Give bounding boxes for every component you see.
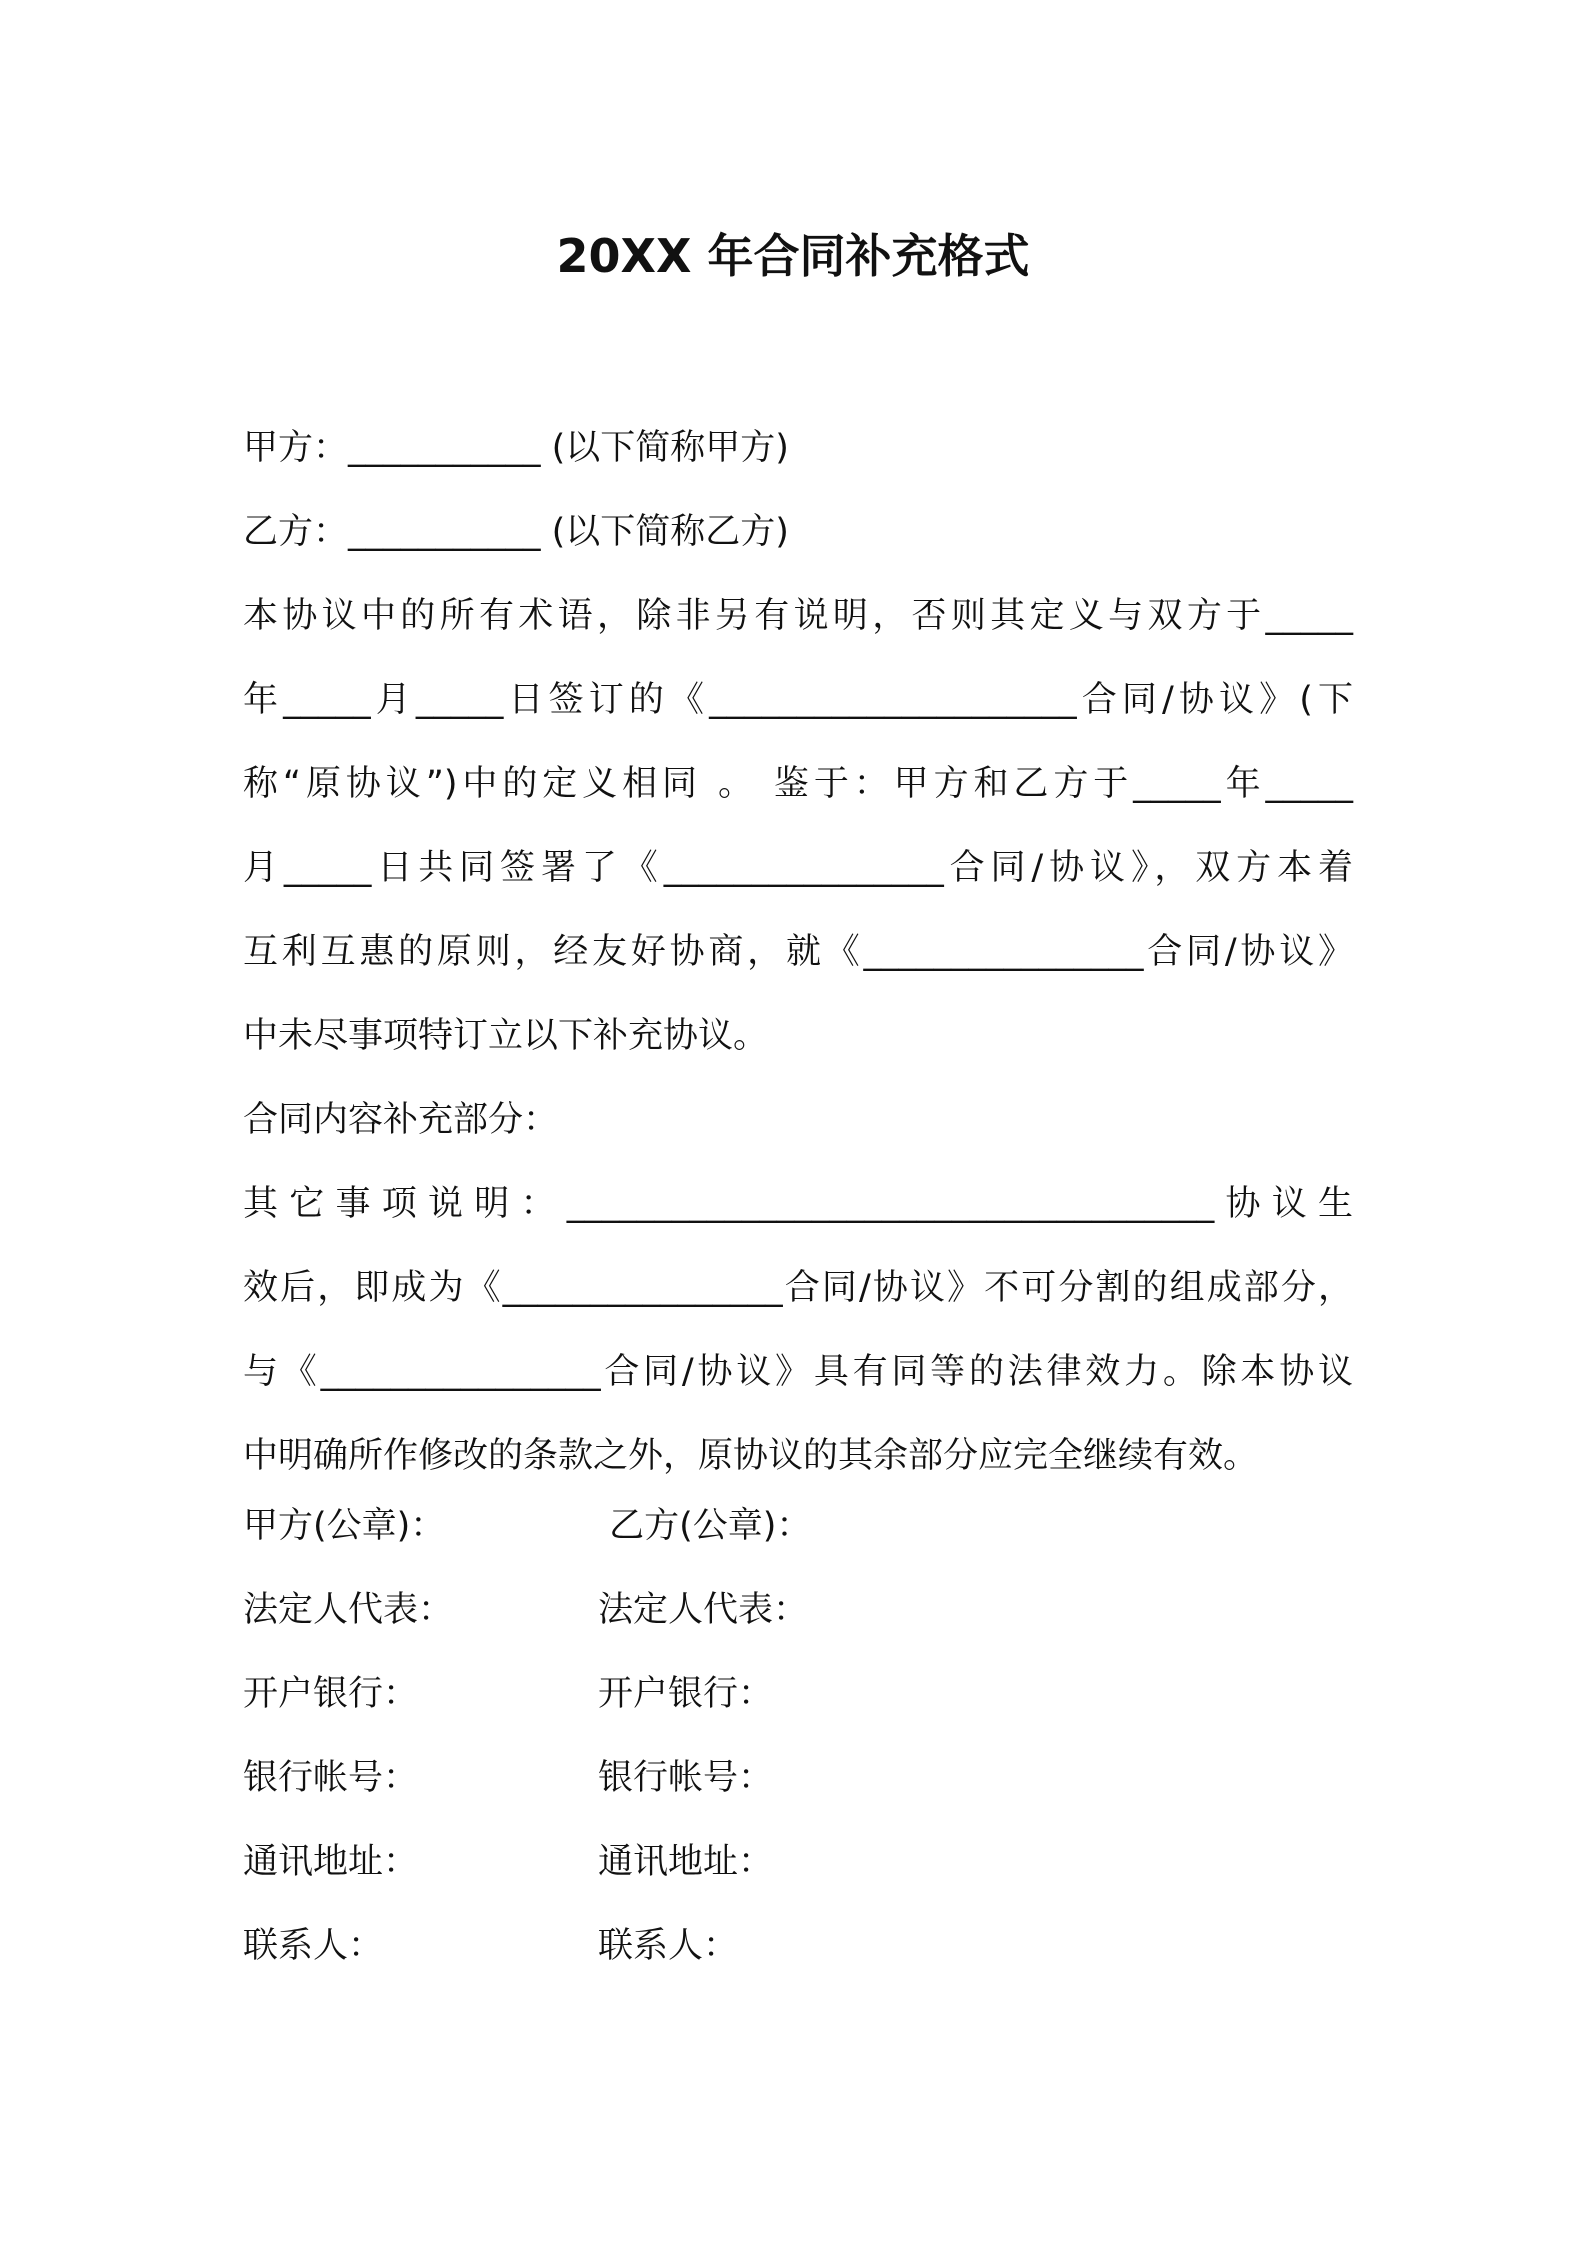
signature-block xyxy=(243,1484,1353,1988)
party-a-seal-label: 甲方(公章)： xyxy=(243,1506,446,1546)
party-a-legal-rep-label: 法定人代表： xyxy=(243,1590,454,1630)
signature-row xyxy=(243,1820,1353,1904)
paragraph-line: 称“原协议”)中的定义相同 。 鉴于：甲方和乙方于_____年_____ xyxy=(243,764,1353,804)
signature-row xyxy=(243,1484,1353,1568)
document-body xyxy=(243,406,1353,1498)
signature-row xyxy=(243,1736,1353,1820)
party-b-line: 乙方：___________ (以下简称乙方) xyxy=(243,512,789,552)
party-a-contact-label: 联系人： xyxy=(243,1926,384,1966)
other-matters-line: 与《________________合同/协议》具有同等的法律效力。除本协议 xyxy=(243,1352,1353,1392)
signature-row xyxy=(243,1652,1353,1736)
paragraph-line: 互利互惠的原则，经友好协商，就《________________合同/协议》 xyxy=(243,932,1353,972)
paragraph-line: 本协议中的所有术语，除非另有说明，否则其定义与双方于_____ xyxy=(243,596,1353,636)
party-b-bank-label: 开户银行： xyxy=(598,1674,774,1714)
other-matters-line: 效后，即成为《________________合同/协议》不可分割的组成部分， xyxy=(243,1268,1353,1308)
signature-row xyxy=(243,1904,1353,1988)
party-b-seal-label: 乙方(公章)： xyxy=(598,1506,812,1546)
party-b-legal-rep-label: 法定人代表： xyxy=(598,1590,809,1630)
party-b-contact-label: 联系人： xyxy=(598,1926,739,1966)
other-matters-line: 中明确所作修改的条款之外，原协议的其余部分应完全继续有效。 xyxy=(243,1436,1259,1476)
section-heading: 合同内容补充部分： xyxy=(243,1100,559,1140)
party-b-account-label: 银行帐号： xyxy=(598,1758,774,1798)
other-matters-line: 其它事项说明：_____________________________________协议生 xyxy=(243,1184,1353,1224)
party-a-address-label: 通讯地址： xyxy=(243,1842,419,1882)
party-a-line: 甲方：___________ (以下简称甲方) xyxy=(243,428,789,468)
document-title: 20XX 年合同补充格式 xyxy=(556,229,1030,283)
paragraph-line: 中未尽事项特订立以下补充协议。 xyxy=(243,1016,769,1056)
party-b-address-label: 通讯地址： xyxy=(598,1842,774,1882)
party-a-bank-label: 开户银行： xyxy=(243,1674,419,1714)
party-a-account-label: 银行帐号： xyxy=(243,1758,419,1798)
paragraph-line: 年_____月_____日签订的《_____________________合同/协议》(下 xyxy=(243,680,1353,720)
signature-row xyxy=(243,1568,1353,1652)
paragraph-line: 月_____日共同签署了《________________合同/协议》，双方本着 xyxy=(243,848,1353,888)
